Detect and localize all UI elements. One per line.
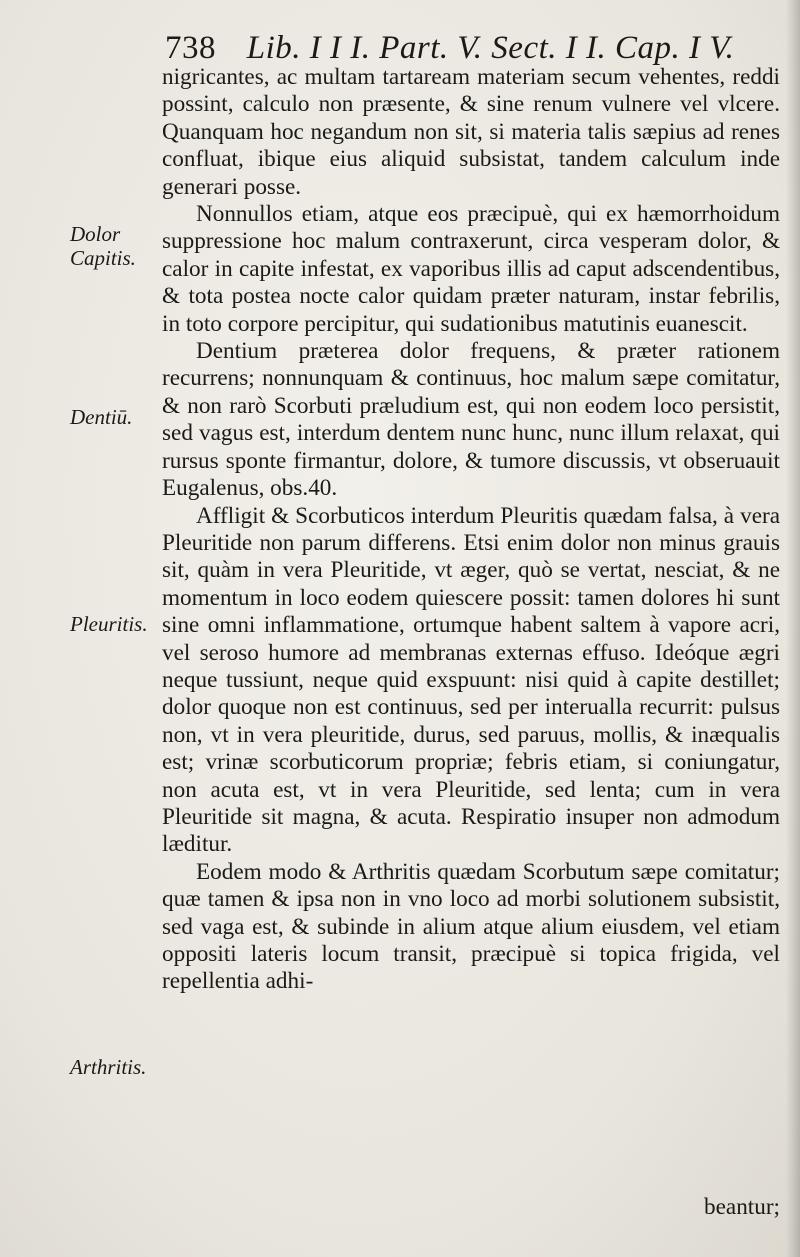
paragraph: nigricantes, ac multam tartaream materiam secum vehentes, reddi possint, calculo non præsente, & sine renum vulnere vel vlcere. Quanquam hoc negandum non sit, si materia talis sæpius ad renes confluat, ibique eius aliquid subsistat, tandem calculum inde generari posse.: [162, 64, 780, 200]
margin-note-dolor-capitis: Dolor Capitis.: [70, 222, 136, 270]
margin-note-pleuritis: Pleuritis.: [70, 612, 148, 636]
page-edge-shadow: [786, 0, 800, 1257]
main-text: [162, 64, 780, 996]
paragraph: Nonnullos etiam, atque eos præcipuè, qui ex hæmorrhoidum suppressione hoc malum contraxerunt, circa vesperam dolor, & calor in capite infestat, ex vaporibus illis ad caput adscendentibus, & tota postea nocte calor quidam præter naturam, instar febrilis, in toto corpore percipitur, qui sudationibus matutinis euanescit.: [162, 201, 780, 337]
catchword: beantur;: [704, 1194, 780, 1220]
margin-note-dentium: Dentiū.: [70, 405, 133, 429]
running-title: Lib. I I I. Part. V. Sect. I I. Cap. I V.: [246, 30, 735, 66]
page-number: 738: [165, 30, 216, 66]
margin-note-arthritis: Arthritis.: [70, 1055, 147, 1079]
paragraph: Eodem modo & Arthritis quædam Scorbutum sæpe comitatur; quæ tamen & ipsa non in vno loco ad morbi solutionem subsistit, sed vaga est, & subinde in alium atque alium eiusdem, vel etiam oppositi lateris locum transit, præcipuè si topica frigida, vel repellentia adhi-: [162, 858, 780, 995]
paragraph: Affligit & Scorbuticos interdum Pleuritis quædam falsa, à vera Pleuritide non parum differens. Etsi enim dolor non minus grauis sit, quàm in vera Pleuritide, vt æger, quò se vertat, nesciat, & ne momentum in loco eodem quiescere possit: tamen dolores hi sunt sine omni inflammatione, ortumque habent saltem à vapore acri, vel seroso humore ad membranas externas effuso. Ideóque ægri neque tussiunt, neque quid exspuunt: nisi quid à capite destillet; dolor quoque non est continuus, sed per interualla recurrit: pulsus non, vt in vera pleuritide, durus, sed paruus, mollis, & inæqualis est; vrinæ scorbuticorum propriæ; febris etiam, si coniungatur, non acuta est, vt in vera Pleuritide, sed lenta; cum in vera Pleuritide sit magna, & acuta. Respiratio insuper non admodum læditur.: [162, 502, 780, 858]
paragraph: Dentium præterea dolor frequens, & præter rationem recurrens; nonnunquam & continuus, hoc malum sæpe comitatur, & non rarò Scorbuti præludium est, qui non eodem loco persistit, sed vagus est, interdum dentem nunc hunc, nunc illum relaxat, qui rursus sponte firmantur, dolore, & tumore discussis, vt obseruauit Eugalenus, obs.40.: [162, 338, 780, 502]
